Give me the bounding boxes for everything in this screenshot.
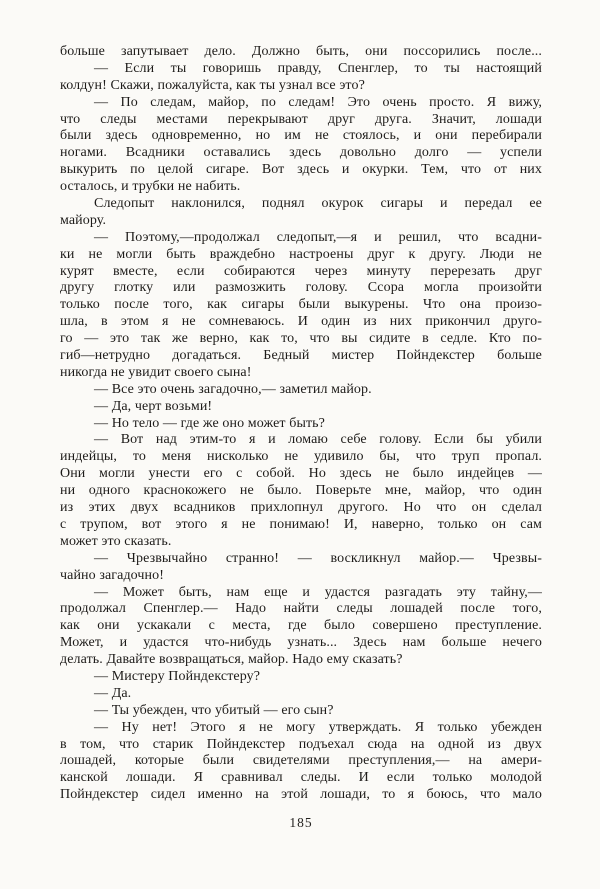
text-line: чайно загадочно! xyxy=(60,567,164,583)
text-line: лошадей, которые были свидетелями преступления,— на амери- xyxy=(60,753,542,769)
text-line: — Поэтому,—продолжал следопыт,—я и решил, что всадни- xyxy=(94,229,542,245)
text-line: продолжал Спенглер.— Надо найти следы лошадей после того, xyxy=(60,601,542,617)
page-text xyxy=(60,44,542,804)
text-line: из этих двух всадников прихлопнул другого. Но что он сделал xyxy=(60,500,542,516)
text-line: Они могли унести его с собой. Но здесь не было индейцев — xyxy=(60,466,542,482)
text-line: ки не могли быть враждебно настроены друг к другу. Люди не xyxy=(60,246,542,262)
text-line: Пойндекстер сидел именно на этой лошади, то я боюсь, что мало xyxy=(60,787,542,803)
text-line: — Чрезвычайно странно! — воскликнул майор.— Чрезвы- xyxy=(94,550,542,566)
text-line: — Все это очень загадочно,— заметил майор. xyxy=(94,381,372,397)
text-line: что следы местами перекрывают друг друга. Значит, лошади xyxy=(60,111,542,127)
text-line: индейцы, то меня нисколько не удивило бы, что труп пропал. xyxy=(60,449,542,465)
text-line: — Вот над этим-то я и ломаю себе голову. Если бы убили xyxy=(94,432,542,448)
text-line: — Да, черт возьми! xyxy=(94,398,213,414)
text-line: го — это так же верно, как то, что вы сидите в седле. Кто по- xyxy=(60,331,542,347)
text-line: — Ты убежден, что убитый — его сын? xyxy=(94,702,334,718)
text-line: только после того, как сигары были выкурены. Что она произо- xyxy=(60,297,542,313)
text-line: — Мистеру Пойндекстеру? xyxy=(94,668,261,684)
text-line: канской лошади. Я сравнивал следы. И если только молодой xyxy=(60,770,542,786)
text-line: осталось, и трубки не набить. xyxy=(60,179,241,195)
text-line: колдун! Скажи, пожалуйста, как ты узнал все это? xyxy=(60,77,365,93)
text-line: Следопыт наклонился, поднял окурок сигары и передал ее xyxy=(94,196,542,212)
text-line: как они ускакали с места, где было совершено преступление. xyxy=(60,618,542,634)
text-line: ни одного краснокожего не было. Поверьте мне, майор, что один xyxy=(60,483,542,499)
text-line: курят вместе, если собираются через минуту перерезать друг xyxy=(60,263,542,279)
text-line: — Может быть, нам еще и удастся разгадать эту тайну,— xyxy=(94,584,542,600)
text-line: никогда не увидит своего сына! xyxy=(60,364,252,380)
text-line: — Ну нет! Этого я не могу утверждать. Я только убежден xyxy=(94,719,542,735)
text-line: выкурить по целой сигаре. Вот здесь и окурки. Тем, что от них xyxy=(60,162,542,178)
text-line: с трупом, вот этого я не понимаю! И, наверно, только он сам xyxy=(60,516,542,532)
text-line: — Но тело — где же оно может быть? xyxy=(94,415,325,431)
text-line: шла, в этом я не сомневаюсь. И один из них прикончил друго- xyxy=(60,314,542,330)
text-line: — По следам, майор, по следам! Это очень просто. Я вижу, xyxy=(94,94,542,110)
text-line: больше запутывает дело. Должно быть, они поссорились после... xyxy=(60,44,542,59)
text-line: майору. xyxy=(60,212,107,228)
text-line: ногами. Всадники оставались здесь довольно долго — успели xyxy=(60,145,542,161)
text-line: делать. Давайте возвращаться, майор. Надо ему сказать? xyxy=(60,652,403,668)
page-number: 185 xyxy=(289,815,313,831)
text-line: гиб—нетрудно догадаться. Бедный мистер Пойндекстер больше xyxy=(60,348,542,364)
text-line: — Да. xyxy=(94,685,132,701)
text-line: — Если ты говоришь правду, Спенглер, то ты настоящий xyxy=(94,60,542,76)
text-line: другу глотку или размозжить голову. Ссора могла произойти xyxy=(60,280,542,296)
text-line: может это сказать. xyxy=(60,533,172,549)
text-line: были здесь одновременно, но им не стоялось, и они перебирали xyxy=(60,128,542,144)
text-line: Может, и удастся что-нибудь узнать... Здесь нам больше нечего xyxy=(60,635,542,651)
text-line: в том, что старик Пойндекстер подъехал сюда на одной из двух xyxy=(60,736,542,752)
